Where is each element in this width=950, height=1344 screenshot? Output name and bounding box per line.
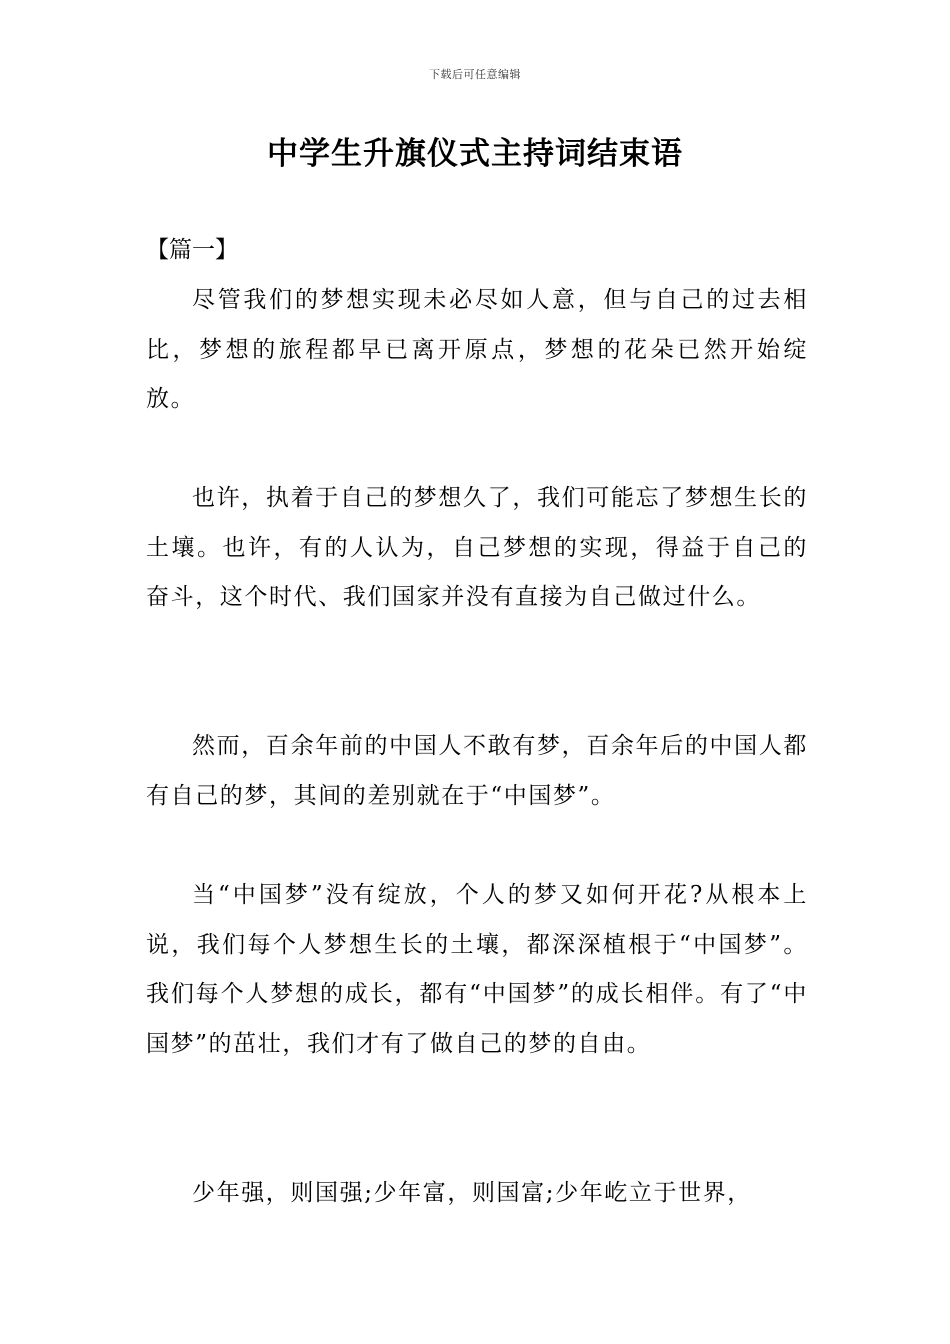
paragraph: 当“中国梦”没有绽放，个人的梦又如何开花?从根本上说，我们每个人梦想生长的土壤，都深深植根于“中国梦”。我们每个人梦想的成长，都有“中国梦”的成长相伴。有了“中国梦”的茁壮，我们才有了做自己的梦的自由。 <box>146 882 808 1057</box>
header-note: 下载后可任意编辑 <box>429 68 521 81</box>
paragraph: 也许，执着于自己的梦想久了，我们可能忘了梦想生长的土壤。也许，有的人认为，自己梦想的实现，得益于自己的奋斗，这个时代、我们国家并没有直接为自己做过什么。 <box>146 485 808 611</box>
paragraph: 然而，百余年前的中国人不敢有梦，百余年后的中国人都有自己的梦，其间的差别就在于“中国梦”。 <box>146 733 808 809</box>
paragraph: 尽管我们的梦想实现未必尽如人意，但与自己的过去相比，梦想的旅程都早已离开原点，梦想的花朵已然开始绽放。 <box>146 287 808 413</box>
section-label: 【篇一】 <box>146 237 238 263</box>
document-title: 中学生升旗仪式主持词结束语 <box>267 136 683 172</box>
paragraph: 少年强，则国强;少年富，则国富;少年屹立于世界， <box>192 1180 752 1206</box>
